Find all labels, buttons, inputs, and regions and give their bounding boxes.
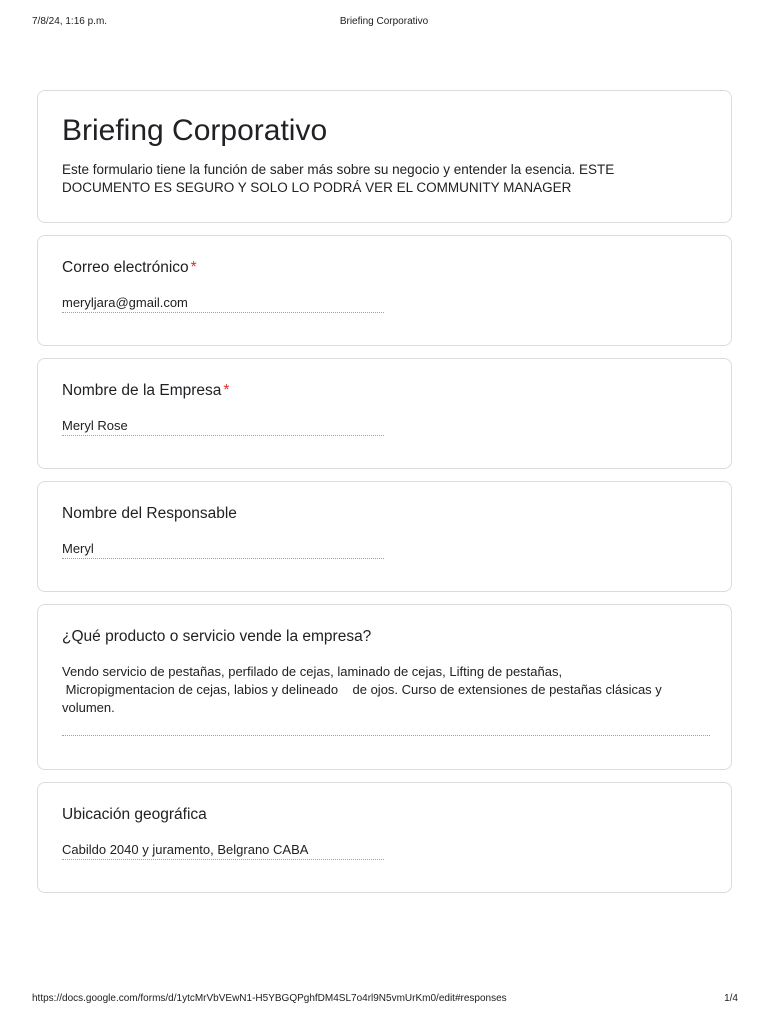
form-title: Briefing Corporativo <box>62 114 328 147</box>
print-date: 7/8/24, 1:16 p.m. <box>32 16 108 27</box>
question-card-responsible-name <box>37 481 732 592</box>
email-answer[interactable]: meryljara@gmail.com <box>62 294 384 313</box>
print-title: Briefing Corporativo <box>339 16 429 27</box>
question-title <box>62 805 207 825</box>
form-description: Este formulario tiene la función de saber más sobre su negocio y entender la esencia. ESTE DOCUMENTO ES SEGURO Y SOLO LO PODRÁ VER EL COMMUNITY MANAGER <box>62 162 615 195</box>
question-card-company-name <box>37 358 732 469</box>
required-asterisk: * <box>190 259 197 276</box>
question-label: Nombre de la Empresa <box>62 382 222 399</box>
location-answer[interactable]: Cabildo 2040 y juramento, Belgrano CABA <box>62 841 384 860</box>
question-title <box>62 381 229 401</box>
question-title <box>62 504 237 524</box>
print-header <box>0 16 768 30</box>
form-header-card <box>37 90 732 223</box>
company-name-answer[interactable]: Meryl Rose <box>62 417 384 436</box>
question-title <box>62 627 371 647</box>
answer-underline <box>62 735 710 736</box>
question-label: ¿Qué producto o servicio vende la empresa? <box>62 628 372 645</box>
product-service-answer[interactable]: Vendo servicio de pestañas, perfilado de cejas, laminado de cejas, Lifting de pestañas, Micropigmentacion de cejas, labios y delineado de ojos. Curso de extensiones de pestañas clásicas y volumen. <box>62 664 662 715</box>
responsible-name-answer[interactable]: Meryl <box>62 540 384 559</box>
question-card-product-service <box>37 604 732 770</box>
question-label: Correo electrónico <box>62 259 189 276</box>
question-card-location <box>37 782 732 893</box>
page-url[interactable]: https://docs.google.com/forms/d/1ytcMrVbVEwN1-H5YBGQPghfDM4SL7o4rl9N5vmUrKm0/edit#responses <box>32 993 507 1004</box>
required-asterisk: * <box>223 382 230 399</box>
page-number: 1/4 <box>724 993 738 1004</box>
print-footer <box>0 993 768 1007</box>
question-label: Ubicación geográfica <box>62 806 207 823</box>
question-label: Nombre del Responsable <box>62 505 237 522</box>
question-title <box>62 258 197 278</box>
question-card-email <box>37 235 732 346</box>
